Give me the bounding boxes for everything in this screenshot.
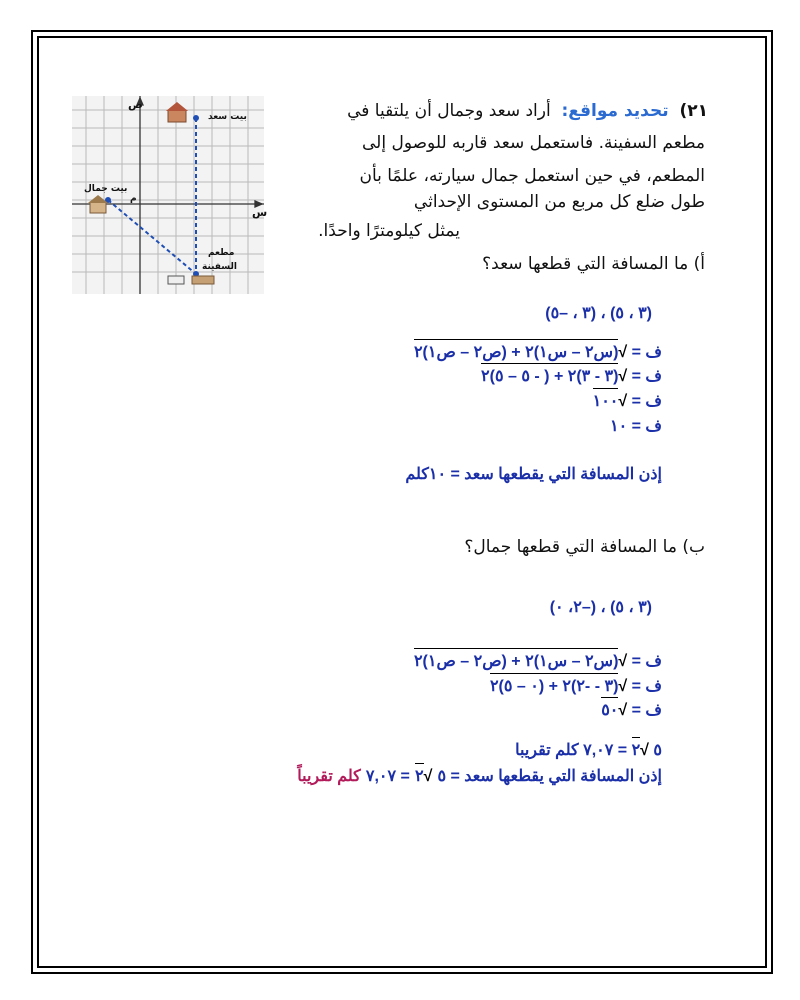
part-a-root: ف = √ ١٠٠ — [593, 391, 662, 411]
part-b-formula-sub-expr: (٣ - -٢)٢ + (٠ – ٥)٢ — [489, 678, 619, 695]
part-b-root: ف = √ ٥٠ — [601, 700, 662, 720]
part-b-f-prefix-2: ف = — [631, 678, 662, 695]
part-a-formula-general-expr: (س٢ – س١)٢ + (ص٢ – ص١)٢ — [413, 344, 619, 361]
ship-restaurant-icon — [168, 276, 214, 284]
part-b-radical-1 — [414, 651, 618, 671]
part-b-f-prefix-3: ف = — [631, 702, 662, 719]
part-b-conclusion-eq: = ٧,٠٧ — [365, 768, 410, 785]
graph-x-label: س — [252, 206, 268, 219]
saad-house-icon — [166, 102, 188, 122]
part-a-result — [610, 416, 662, 436]
part-a-f-prefix-2: ف = — [631, 368, 662, 385]
graph-origin-label: م — [130, 194, 137, 204]
part-b-f-prefix-1: ف = — [631, 653, 662, 670]
problem-title: تحديد مواقع: — [561, 101, 669, 121]
part-b-approx-coef: ٥ — [653, 742, 662, 759]
part-b-conclusion-tail: كلم تقريباً — [297, 768, 361, 785]
part-a-f-prefix-1: ف = — [631, 344, 662, 361]
part-b-conclusion-main: إذن المسافة التي يقطعها سعد = ٥ — [437, 768, 662, 785]
part-b-points: (٣ ، ٥) ، (–٢، ٠) — [549, 599, 652, 616]
part-a-formula-sub: ف = √ (٣ - ٣)٢ + ( - ٥ – ٥)٢ — [481, 366, 662, 386]
part-b-root-value: ٥٠ — [601, 702, 619, 719]
coordinate-graph — [72, 96, 268, 294]
part-b-approx: ٥ √ ٢ = ٧,٠٧ كلم تقريبا — [515, 740, 662, 760]
part-b-conclusion-root: ٢ — [415, 768, 424, 785]
problem-header: ٢١) تحديد مواقع: أراد سعد وجمال أن يلتقيا في — [347, 101, 708, 121]
part-a-conclusion — [405, 464, 662, 484]
part-a-conclusion-text: إذن المسافة التي يقطعها سعد = ١٠كلم — [405, 466, 662, 483]
graph-y-label: ص — [128, 98, 143, 111]
graph-restaurant-label-2: السفينة — [202, 262, 237, 272]
part-a-points: (٣ ، ٥) ، (٣ ، –٥) — [545, 305, 652, 322]
part-b-formula-sub: ف = √ (٣ - -٢)٢ + (٠ – ٥)٢ — [490, 676, 662, 696]
part-b-formula-general: ف = √ (س٢ – س١)٢ + (ص٢ – ص١)٢ — [414, 651, 662, 671]
graph-saad-label: بيت سعد — [208, 112, 247, 122]
part-a-result-value: ١٠ — [609, 418, 628, 435]
graph-restaurant-label-1: مطعم — [208, 248, 235, 258]
part-a-formula-sub-expr: (٣ - ٣)٢ + ( - ٥ – ٥)٢ — [481, 368, 619, 385]
part-b-question: ب) ما المسافة التي قطعها جمال؟ — [464, 537, 705, 557]
part-b-approx-rest: = ٧,٠٧ كلم تقريبا — [515, 742, 628, 759]
part-a-radical-3 — [593, 391, 619, 411]
problem-line-1: أراد سعد وجمال أن يلتقيا في — [347, 101, 551, 121]
jamal-house-icon — [88, 195, 108, 213]
part-a-radical-1 — [414, 342, 618, 362]
part-b-approx-root: ٢ — [631, 742, 641, 759]
problem-line-3: المطعم، في حين استعمل جمال سيارته، علمًا بأن — [359, 166, 705, 186]
part-b-radical-2 — [490, 676, 618, 696]
part-b-approx-radical — [632, 740, 641, 760]
problem-line-5: يمثل كيلومترًا واحدًا. — [318, 221, 460, 241]
problem-number: ٢١ — [687, 101, 708, 121]
part-a-f-prefix-4: ف = — [631, 418, 662, 435]
part-b-conclusion-radical — [415, 766, 424, 786]
part-a-radical-2 — [481, 366, 618, 386]
part-b-conclusion: إذن المسافة التي يقطعها سعد = ٥ √ ٢ = ٧,٠٧ كلم تقريباً — [297, 766, 662, 786]
part-a-formula-general: ف = √ (س٢ – س١)٢ + (ص٢ – ص١)٢ — [414, 342, 662, 362]
part-a-root-value: ١٠٠ — [592, 393, 619, 410]
problem-line-2: مطعم السفينة. فاستعمل سعد قاربه للوصول إلى — [362, 133, 705, 153]
part-a-f-prefix-3: ف = — [631, 393, 662, 410]
problem-line-4: طول ضلع كل مربع من المستوى الإحداثي — [413, 192, 705, 212]
part-a-question: أ) ما المسافة التي قطعها سعد؟ — [482, 254, 705, 274]
graph-jamal-label: بيت جمال — [84, 184, 128, 194]
part-b-radical-3 — [601, 700, 618, 720]
part-b-formula-general-expr: (س٢ – س١)٢ + (ص٢ – ص١)٢ — [413, 653, 619, 670]
